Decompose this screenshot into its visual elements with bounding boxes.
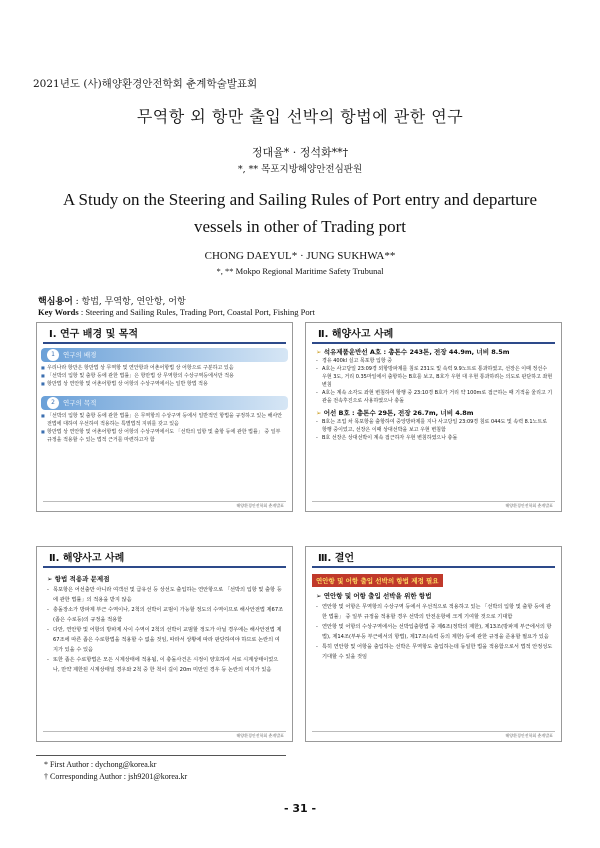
slide-conclusion (305, 546, 562, 742)
list-item: - 연안항 및 어항의 수상구역에서는 선박입출항법 중 제6조(정박의 제한), 제13조(방파제 부근에서의 항법), 제14조(부두등 부근에서의 항법), 제17조(속력 등의 제한) 등에 관한 규정을 준용할 필요가 있음 (322, 622, 553, 642)
keywords-english (38, 307, 315, 317)
slide-footer-divider (43, 731, 286, 732)
section-number: 1 (47, 349, 59, 361)
subsection-heading (47, 574, 284, 583)
slide-footer: 해양환경안전학회 춘계발표 (505, 733, 553, 738)
slide-footer-divider (312, 501, 555, 502)
slide-accident-case-2 (36, 546, 293, 742)
section-number: 2 (47, 397, 59, 409)
slide-title: Ⅲ. 결언 (312, 547, 555, 568)
section-band-purpose (41, 396, 288, 410)
subsection-heading-text: 연안항 및 어항 출입 선박을 위한 항법 (323, 592, 432, 600)
subsection-heading (316, 591, 553, 600)
list-item: - 충돌장소가 방파제 부근 수역이나, 2척의 선박이 교범이 가능할 정도의 수역이므로 해사안전법 제67조(좁은 수로등)의 규정을 적용함 (53, 605, 284, 625)
slide-footer: 해양환경안전학회 춘계발표 (236, 503, 284, 508)
highlight-banner: 연안항 및 어항 출입 선박의 항법 제정 필요 (312, 574, 443, 587)
list-item: - 특히 연안항 및 어항을 출입하는 선박은 무역항도 출입하는데 동일한 법을 적용함으로서 법적 안정성도 기대할 수 있을 것임 (322, 642, 553, 662)
list-item: - 다만, 연안항 및 어항의 방파제 사이 수역이 2척의 선박이 교범할 정도가 아닐 경우에는 해사안전법 제67조에 따른 좁은 수로항법을 적용할 수 없을 것임, 따라서 상황에 따라 판단하여야 하므로 논란의 여지가 있을 수 있음 (53, 625, 284, 655)
keywords-korean (38, 294, 186, 307)
list-item: - 경유 400kl 실고 목포항 입항 중 (322, 357, 553, 365)
list-item: ■ 항만법 상 연안항 및 어촌어항법 상 어항의 수상구역에서도 「선박의 입항 및 출항 등에 관한 법률」 중 일부 규정을 적용할 수 있는 법적 근거를 마련하고자 함 (47, 428, 284, 444)
section-label: 연구의 목적 (63, 399, 97, 407)
list-item: - A호는 계속 소각도 좌현 변침하여 항행 중 23:10경 B호가 거리 약 100m로 접근하는 때 기적을 울리고 기관을 전속후진으로 사용하였으나 충돌 (322, 389, 553, 405)
slide-footer: 해양환경안전학회 춘계발표 (505, 503, 553, 508)
keywords-english-label: Key Words (38, 307, 79, 317)
keywords-korean-label: 핵심용어 (38, 297, 73, 307)
keywords-english-text: : Steering and Sailing Rules, Trading Port, Coastal Port, Fishing Port (80, 307, 315, 317)
footnote-corresponding-author: † Corresponding Author : jsh9201@korea.kr (44, 772, 188, 781)
footnote-divider (36, 755, 286, 756)
authors-korean: 정대율* · 정석화**† (251, 146, 349, 159)
section-label: 연구의 배경 (63, 351, 97, 359)
list-item: ■ 항만법 상 연안항 및 어촌어항법 상 어항의 수상구역에서는 일반 항법 적용 (47, 380, 284, 388)
list-item: - B호는 조업 차 목포항을 출항하여 중앙방파제를 지나 사고당일 23:09경 침로 044도 및 속력 8.1노트로 항행 중이었고, 선장은 이때 상대선박을 보고 우현 변침함 (322, 418, 553, 434)
list-item: - 또한 좁은 수로항법은 모든 시계상태에 적용됨, 이 충돌사건은 시정이 양호하여 서로 시계상태이었으나, 만약 제한된 시계상태일 경우와 2척 중 한 척이 길이 20m 미만인 경우 등 논란의 여지가 있음 (53, 655, 284, 675)
case-a-heading (316, 347, 553, 356)
slide-background-purpose (36, 322, 293, 512)
arrow-icon: ➢ (316, 592, 322, 600)
keywords-korean-text: : 항법, 무역항, 연안항, 어항 (75, 297, 186, 307)
slide-title: Ⅰ. 연구 배경 및 목적 (43, 323, 286, 344)
arrow-icon: ➢ (47, 575, 53, 583)
list-item: ■ 우리나라 항만은 항만법 상 무역항 및 연안항과 어촌어항법 상 어항으로 구분하고 있음 (47, 364, 284, 372)
slide-footer-divider (43, 501, 286, 502)
slide-title: Ⅱ. 해양사고 사례 (312, 323, 555, 344)
list-item: ■ 「선박의 입항 및 출항 등에 관한 법률」은 항만법 상 무역항의 수상구역등에서만 적용 (47, 372, 284, 380)
arrow-icon: ➢ (316, 409, 322, 417)
slide-accident-case-1 (305, 322, 562, 512)
slide-footer-divider (312, 731, 555, 732)
list-item: - 연안항 및 어항은 무역항의 수상구역 등에서 우선적으로 적용하고 있는 「선박의 입항 및 출항 등에 관한 법률」 중 일부 규정을 적용할 경우 선박의 안전운항에 크게 기여할 것으로 기대함 (322, 602, 553, 622)
paper-title-english: A Study on the Steering and Sailing Rules of Port entry and departure vessels in other of Trading port (62, 190, 538, 236)
case-a-heading-text: 석유제품운반선 A호 : 총톤수 243톤, 전장 44.9m, 너비 8.5m (323, 348, 510, 356)
list-item: ■ 「선박의 입항 및 출항 등에 관한 법률」은 무역항의 수상구역 등에서 일반적인 항법을 규정하고 있는 해사안전법에 대하여 우선하여 적용하는 특별법적 지위를 갖고 있음 (47, 412, 284, 428)
arrow-icon: ➢ (316, 348, 322, 356)
affiliation-korean: *, ** 목포지방해양안전심판원 (237, 164, 363, 175)
slide-footer: 해양환경안전학회 춘계발표 (236, 733, 284, 738)
footnote-first-author: * First Author : dychong@korea.kr (44, 760, 157, 769)
slide-title: Ⅱ. 해양사고 사례 (43, 547, 286, 568)
list-item: - B호 선장은 상대선박이 계속 접근하자 우현 변침하였으나 충돌 (322, 434, 553, 442)
case-b-heading-text: 어선 B호 : 총톤수 29톤, 전장 26.7m, 너비 4.8m (323, 409, 474, 417)
paper-title-korean: 무역항 외 항만 출입 선박의 항법에 관한 연구 (136, 107, 464, 126)
subsection-heading-text: 항법 적용과 문제점 (54, 575, 110, 583)
section-band-background (41, 348, 288, 362)
authors-english: CHONG DAEYUL* · JUNG SUKHWA** (204, 250, 396, 262)
conference-header: 2021년도 (사)해양환경안전학회 춘계학술발표회 (33, 78, 258, 90)
page-number: - 31 - (283, 802, 317, 815)
list-item: - 목포항은 어선출만 아니라 여객선 및 급유선 등 상선도 출입하는 연안항으로 「선박의 입항 및 출항 등에 관한 법률」의 적용을 받지 않음 (53, 585, 284, 605)
list-item: - A호는 사고당일 23:09경 외항방파제를 침로 231도 및 속력 9.9노트로 통과하였고, 선장은 이때 정선수 우현 3도, 거리 0.35마일에서 출항하는 B호를 보고, B호가 우현 대 우현 통과하려는 의도로 판단하고 좌현 변침 (322, 365, 553, 389)
affiliation-english: *, ** Mokpo Regional Maritime Safety Trubunal (216, 266, 384, 276)
case-b-heading (316, 408, 553, 417)
